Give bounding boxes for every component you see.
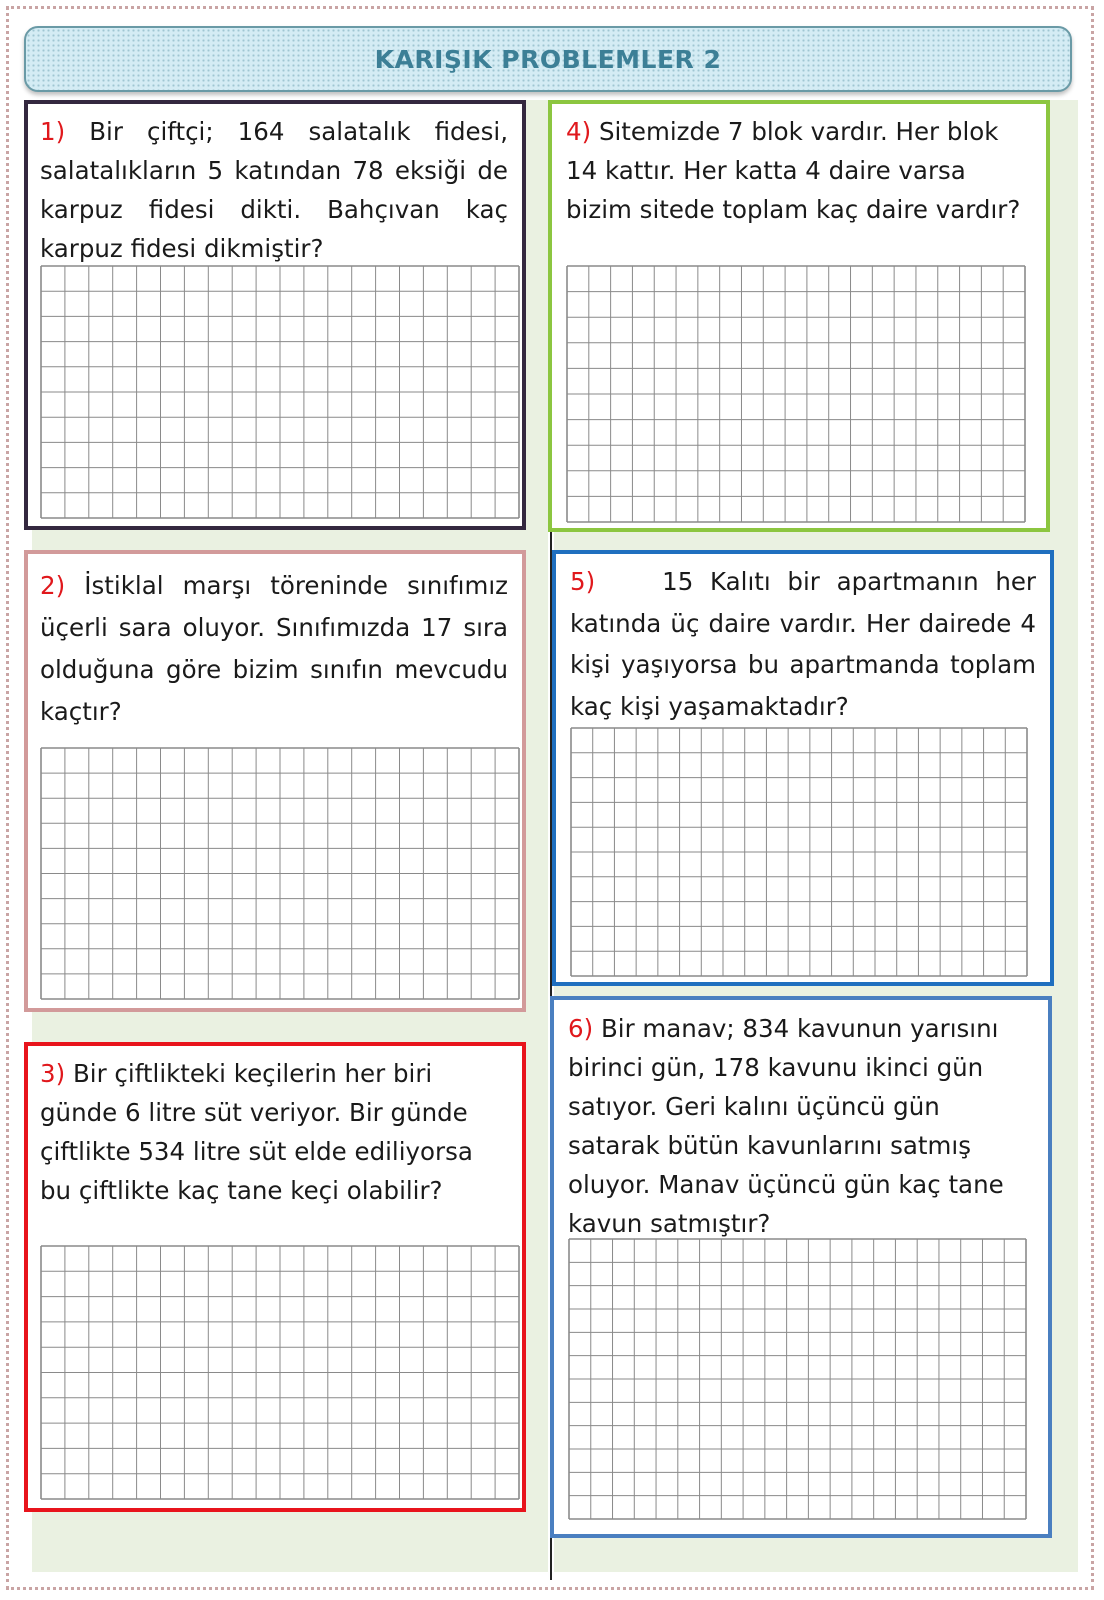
header-banner bbox=[24, 26, 1072, 92]
problem-6-text bbox=[568, 1009, 1038, 1243]
problem-1-question: Bir çiftçi; 164 salatalık fidesi, salatalıkların 5 katından 78 eksiği de karpuz fidesi dikti. Bahçıvan kaç karpuz fidesi dikmiştir? bbox=[40, 117, 508, 263]
problem-5-number: 5) bbox=[570, 567, 596, 596]
problem-2-answer-grid bbox=[40, 747, 520, 1000]
problem-4-number: 4) bbox=[566, 117, 592, 146]
problem-1-text bbox=[40, 112, 508, 268]
problem-1-answer-grid bbox=[40, 265, 520, 519]
problem-2-question: İstiklal marşı töreninde sınıfımız üçerli sara oluyor. Sınıfımızda 17 sıra olduğuna göre bizim sınıfın mevcudu kaçtır? bbox=[40, 571, 508, 726]
problem-4-question: Sitemizde 7 blok vardır. Her blok 14 kattır. Her katta 4 daire varsa bizim sitede toplam kaç daire vardır? bbox=[566, 117, 1021, 224]
problem-6-question: Bir manav; 834 kavunun yarısını birinci gün, 178 kavunu ikinci gün satıyor. Geri kalını üçüncü gün satarak bütün kavunlarını satmış oluyor. Manav üçüncü gün kaç tane kavun satmıştır? bbox=[568, 1014, 1004, 1238]
problem-3-answer-grid bbox=[40, 1245, 520, 1500]
problem-2-text bbox=[40, 565, 508, 733]
problem-4-answer-grid bbox=[566, 265, 1026, 523]
problem-5-answer-grid bbox=[570, 727, 1028, 977]
problem-5-question: 15 Kalıtı bir apartmanın her katında üç daire vardır. Her dairede 4 kişi yaşıyorsa bu apartmanda toplam kaç kişi yaşamaktadır? bbox=[570, 567, 1037, 721]
problem-3-question: Bir çiftlikteki keçilerin her biri günde 6 litre süt veriyor. Bir günde çiftlikte 534 litre süt elde ediliyorsa bu çiftlikte kaç tane keçi olabilir? bbox=[40, 1059, 473, 1205]
problem-5-text bbox=[570, 561, 1036, 727]
problem-1-number: 1) bbox=[40, 117, 66, 146]
problem-3-text bbox=[40, 1054, 502, 1210]
problem-6-answer-grid bbox=[568, 1238, 1027, 1520]
page-title: KARIŞIK PROBLEMLER 2 bbox=[374, 44, 722, 74]
problem-4-text bbox=[566, 112, 1032, 229]
problem-3-number: 3) bbox=[40, 1059, 66, 1088]
problem-2-number: 2) bbox=[40, 571, 66, 600]
problem-6-number: 6) bbox=[568, 1014, 594, 1043]
